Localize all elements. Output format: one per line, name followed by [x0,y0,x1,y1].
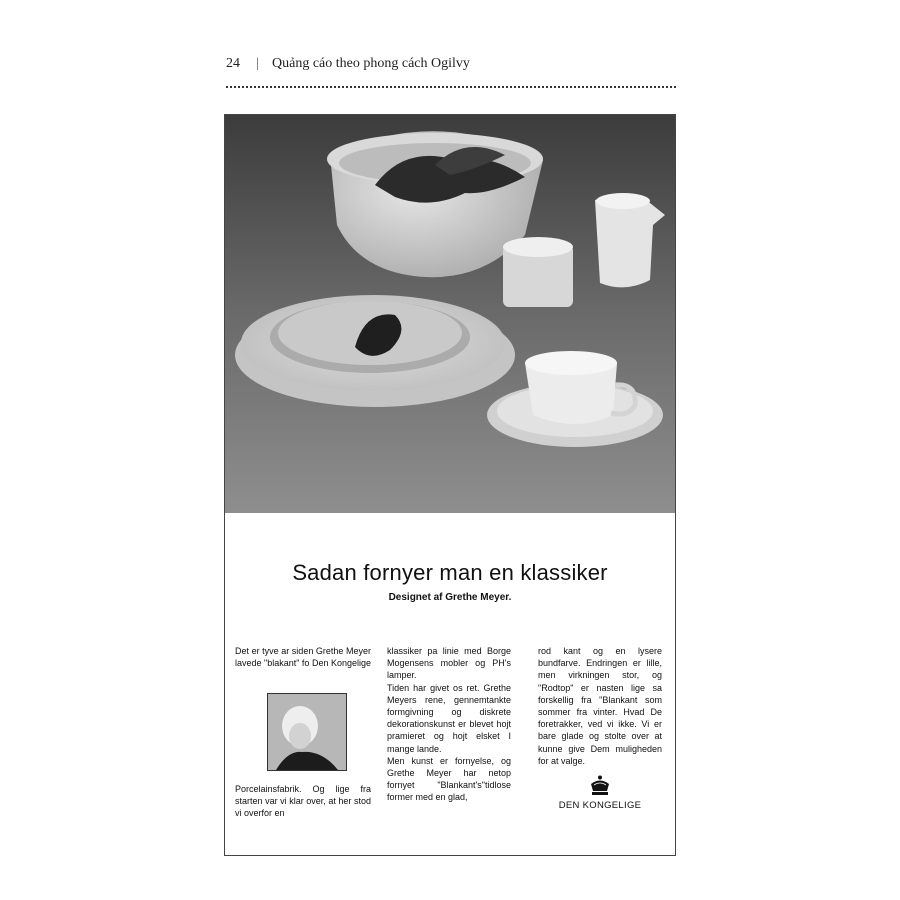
body-text: Porcelainsfabrik. Og lige fra starten var vi klar over, at her stod vi overfor en [235,784,371,819]
book-title: Quảng cáo theo phong cách Ogilvy [272,56,470,71]
body-text: klassiker pa linie med Borge Mogensens mobler og PH's lamper. [387,646,511,681]
body-column-1-bottom [235,783,371,820]
page-number: 24 [226,56,240,71]
tableware-photo [225,115,675,513]
crown-icon [588,775,612,797]
ad-headline: Sadan fornyer man en klassiker [292,560,608,585]
advertisement [224,114,676,856]
brand-logo [538,775,662,811]
body-column-2 [387,645,511,804]
body-text: rod kant og en lysere bundfarve. Endringen er lille, men virkningen stor, og "Rodtop" er nasten lige sa forskellig fra "Blankant som sommer fra vinter. Hvad De foretrakker, ved vi ikke. Vi er bare glade og stolte over at kunne give Dem muligheden for at valge. [538,646,662,766]
body-text: Det er tyve ar siden Grethe Meyer lavede "blakant" fo Den Kongelige [235,646,371,669]
header-divider [226,86,676,88]
ad-subhead: Designet af Grethe Meyer. [388,592,512,603]
body-column-1-top [235,645,371,669]
brand-name: DEN KONGELIGE [558,800,642,811]
body-column-3 [538,645,662,767]
body-text: Tiden har givet os ret. Grethe Meyers rene, gennemtankte formgivning og diskrete dekorationskunst er blevet hojt pramieret og hojt elsket I mange lande. [387,682,511,754]
header-separator: | [256,56,259,71]
page-header [226,56,676,76]
designer-portrait [267,693,347,771]
body-text: Men kunst er fornyelse, og Grethe Meyer har netop fornyet "Blankant's"tidlose former med en glad, [387,755,511,803]
